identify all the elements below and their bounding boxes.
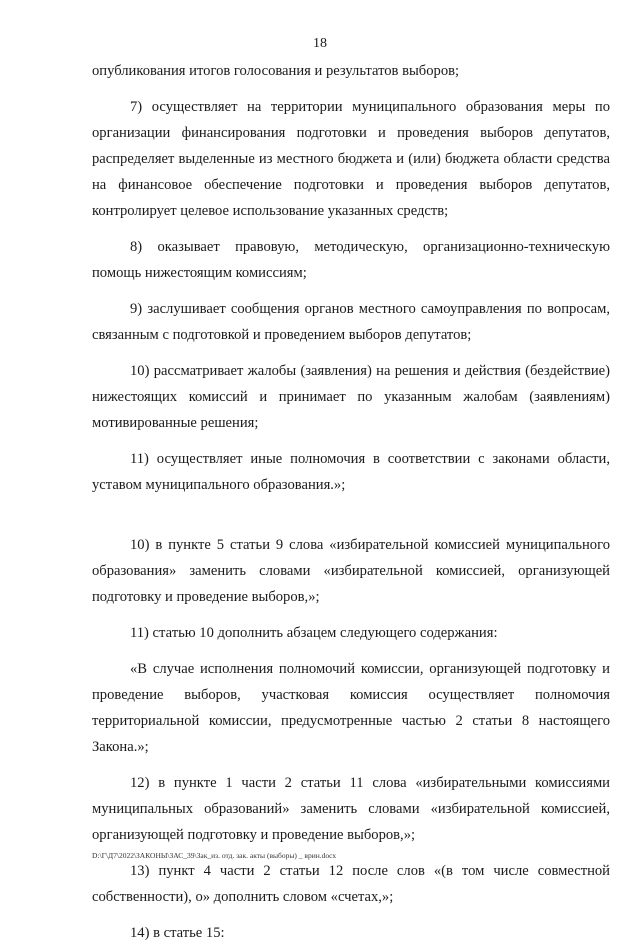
paragraph-item-8: 8) оказывает правовую, методическую, организационно-техническую помощь нижестоящим комиссиям; [92, 239, 610, 281]
document-body [92, 58, 610, 946]
amendment-12: 12) в пункте 1 части 2 статьи 11 слова «избирательными комиссиями муниципальных образований» заменить словами «избирательной комиссией, организующей подготовку и проведение выборов,»; [92, 775, 610, 843]
amendment-11-quote: «В случае исполнения полномочий комиссии, организующей подготовку и проведение выборов, участковая комиссия осуществляет полномочия территориальной комиссии, предусмотренные частью 2 статьи 8 настоящего Закона.»; [92, 661, 610, 755]
amendment-11: 11) статью 10 дополнить абзацем следующего содержания: [130, 625, 498, 641]
amendment-14: 14) в статье 15: [130, 925, 225, 941]
footer-file-path: D:\Г\Д7\2022\ЗАКОНЫ\ЗАС_39\Зак_из. отд. зак. акты (выборы) _ врин.docx [92, 851, 337, 860]
amendment-10: 10) в пункте 5 статьи 9 слова «избирательной комиссией муниципального образования» заменить словами «избирательной комиссией, организующей подготовку и проведение выборов,»; [92, 537, 610, 605]
paragraph-item-11: 11) осуществляет иные полномочия в соответствии с законами области, уставом муниципального образования.»; [92, 451, 610, 493]
paragraph-item-10: 10) рассматривает жалобы (заявления) на решения и действия (бездействие) нижестоящих комиссий и принимает по указанным жалобам (заявлениям) мотивированные решения; [92, 363, 610, 431]
page-number: 18 [313, 36, 327, 51]
paragraph-item-9: 9) заслушивает сообщения органов местного самоуправления по вопросам, связанным с подготовкой и проведением выборов депутатов; [92, 301, 610, 343]
paragraph-continuation: опубликования итогов голосования и результатов выборов; [92, 63, 460, 79]
amendment-13: 13) пункт 4 части 2 статьи 12 после слов «(в том числе совместной собственности), о» дополнить словом «счетах,»; [92, 863, 610, 905]
paragraph-item-7: 7) осуществляет на территории муниципального образования меры по организации финансирования подготовки и проведения выборов депутатов, распределяет выделенные из местного бюджета и (или) бюджета области средства на финансовое обеспечение подготовки и проведения выборов депутатов, контролирует целевое использование указанных средств; [92, 99, 610, 219]
